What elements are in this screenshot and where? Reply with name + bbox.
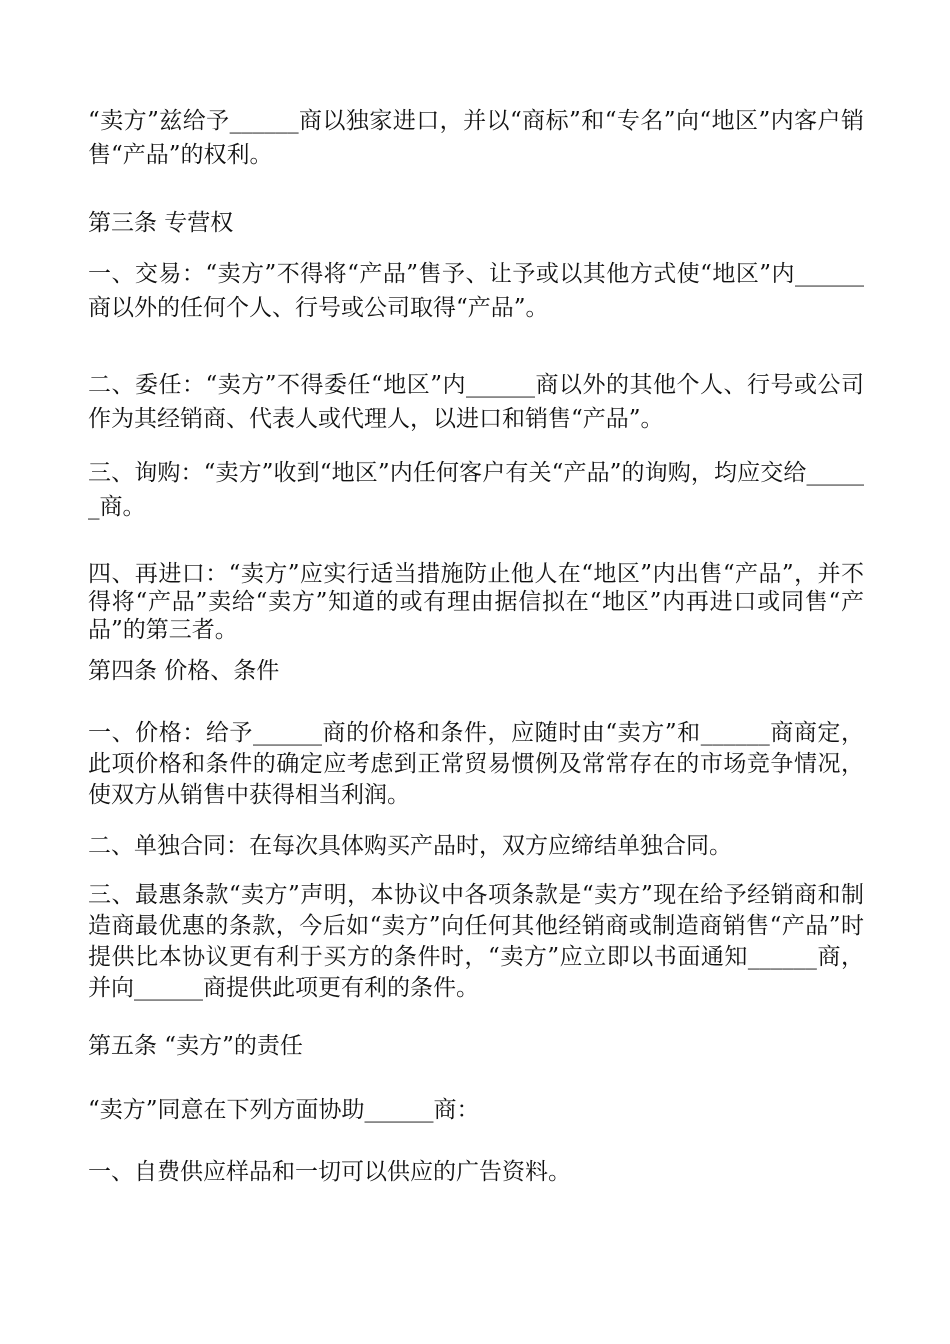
paragraph-appointment: 二、委任：“卖方”不得委任“地区”内______商以外的其他个人、行号或公司作为其经销商、代表人或代理人，以进口和销售“产品”。 bbox=[88, 372, 864, 432]
paragraph-inquiry: 三、询购：“卖方”收到“地区”内任何客户有关“产品”的询购，均应交给______商。 bbox=[88, 460, 864, 520]
paragraph-samples: 一、自费供应样品和一切可以供应的广告资料。 bbox=[88, 1159, 571, 1185]
paragraph-reimport: 四、再进口：“卖方”应实行适当措施防止他人在“地区”内出售“产品”，并不得将“产品”卖给“卖方”知道的或有理由据信拟在“地区”内再进口或同售“产品”的第三者。 bbox=[88, 561, 864, 643]
paragraph-grant-rights: “卖方”兹给予______商以独家进口，并以“商标”和“专名”向“地区”内客户销售“产品”的权利。 bbox=[88, 108, 864, 168]
paragraph-transaction: 一、交易：“卖方”不得将“产品”售予、让予或以其他方式使“地区”内______商以外的任何个人、行号或公司取得“产品”。 bbox=[88, 261, 864, 321]
heading-article-4: 第四条 价格、条件 bbox=[88, 658, 280, 684]
paragraph-price: 一、价格：给予______商的价格和条件，应随时由“卖方”和______商商定，此项价格和条件的确定应考虑到正常贸易惯例及常常存在的市场竞争情况，使双方从销售中获得相当利润。 bbox=[88, 720, 864, 808]
paragraph-seller-assist: “卖方”同意在下列方面协助______商： bbox=[88, 1097, 480, 1123]
heading-article-3: 第三条 专营权 bbox=[88, 210, 234, 236]
paragraph-separate-contract: 二、单独合同：在每次具体购买产品时，双方应缔结单独合同。 bbox=[88, 833, 732, 859]
heading-article-5: 第五条 “卖方”的责任 bbox=[88, 1033, 303, 1059]
paragraph-most-favored: 三、最惠条款“卖方”声明，本协议中各项条款是“卖方”现在给予经销商和制造商最优惠的条款，今后如“卖方”向任何其他经销商或制造商销售“产品”时提供比本协议更有利于买方的条件时，“卖方”应立即以书面通知______商，并向______商提供此项更有利的条件。 bbox=[88, 882, 864, 1001]
